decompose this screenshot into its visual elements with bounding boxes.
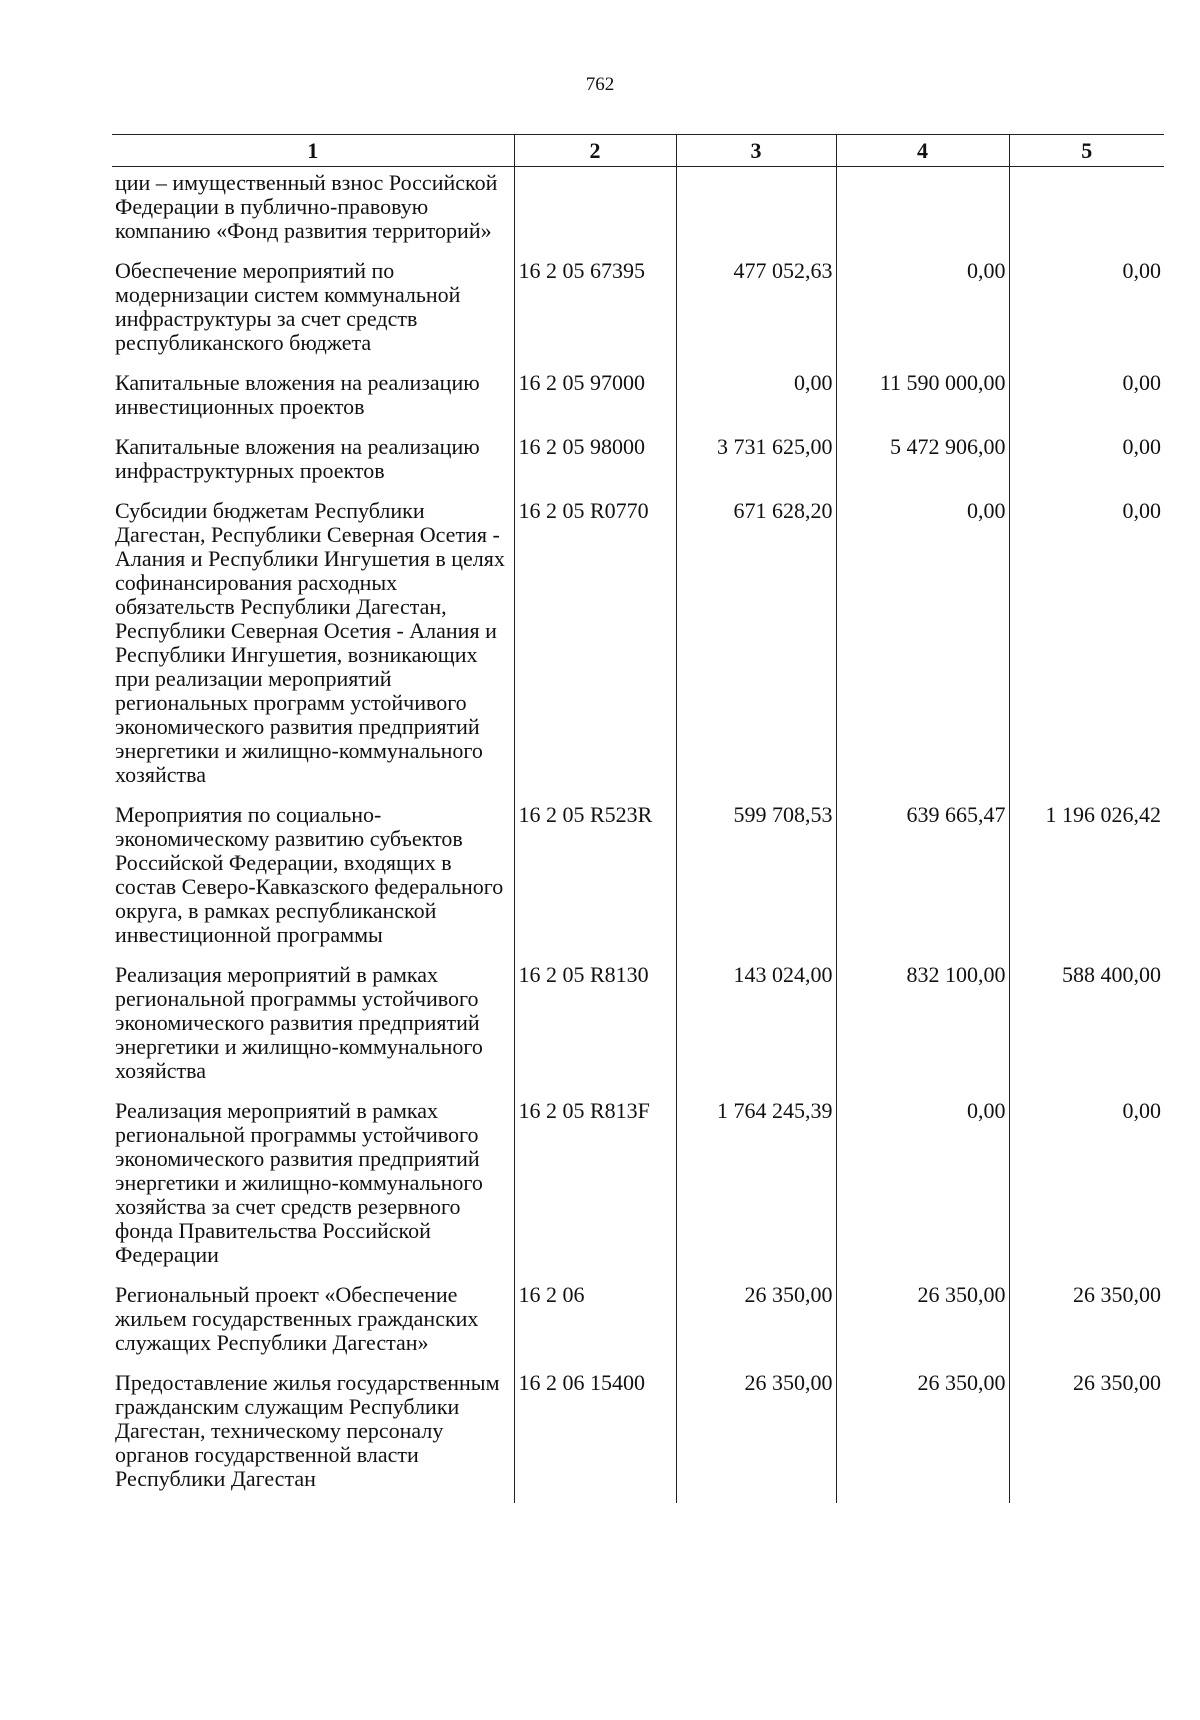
row-code: 16 2 05 97000 xyxy=(514,355,676,419)
row-value-4: 5 472 906,00 xyxy=(836,419,1009,483)
row-code: 16 2 06 xyxy=(514,1267,676,1355)
column-header-4: 4 xyxy=(836,135,1009,167)
table-header-row xyxy=(112,135,1164,167)
page-number: 762 xyxy=(585,74,615,95)
row-name: Капитальные вложения на реализацию инвестиционных проектов xyxy=(115,370,480,419)
table-row xyxy=(112,483,1164,787)
row-value-3: 1 764 245,39 xyxy=(676,1083,836,1267)
column-header-5: 5 xyxy=(1009,135,1164,167)
row-value-3: 0,00 xyxy=(676,355,836,419)
table-row xyxy=(112,1267,1164,1355)
row-value-4: 26 350,00 xyxy=(836,1355,1009,1503)
row-name: Предоставление жилья государственным гражданским служащим Республики Дагестан, техническому персоналу органов государственной власти Республики Дагестан xyxy=(115,1370,500,1491)
row-value-5: 0,00 xyxy=(1009,419,1164,483)
row-value-4: 0,00 xyxy=(836,1083,1009,1267)
row-name: Реализация мероприятий в рамках региональной программы устойчивого экономического развития предприятий энергетики и жилищно-коммунального хозяйства за счет средств резервного фонда Правительства Российской Федерации xyxy=(115,1098,483,1267)
row-code: 16 2 06 15400 xyxy=(514,1355,676,1503)
row-value-4: 11 590 000,00 xyxy=(836,355,1009,419)
row-value-3: 3 731 625,00 xyxy=(676,419,836,483)
row-name: Мероприятия по социально-экономическому развитию субъектов Российской Федерации, входящих в состав Северо-Кавказского федерального округа, в рамках республиканской инвестиционной программы xyxy=(115,802,504,947)
row-name: Обеспечение мероприятий по модернизации систем коммунальной инфраструктуры за счет средств республиканского бюджета xyxy=(115,258,461,355)
row-value-3 xyxy=(676,167,836,244)
table-row xyxy=(112,243,1164,355)
row-value-5: 0,00 xyxy=(1009,483,1164,787)
row-value-3: 671 628,20 xyxy=(676,483,836,787)
budget-table xyxy=(112,134,1164,1503)
row-name: Субсидии бюджетам Республики Дагестан, Республики Северная Осетия - Алания и Республики Ингушетия в целях софинансирования расходных обязательств Республики Дагестан, Республики Северная Осетия - Алания и Республики Ингушетия, возникающих при реализации мероприятий региональных программ устойчивого экономического развития предприятий энергетики и жилищно-коммунального хозяйства xyxy=(115,498,505,787)
row-name: ции – имущественный взнос Российской Федерации в публично-правовую компанию «Фонд развития территорий» xyxy=(115,170,498,243)
column-header-3: 3 xyxy=(676,135,836,167)
row-value-4: 832 100,00 xyxy=(836,947,1009,1083)
row-code: 16 2 05 R523R xyxy=(514,787,676,947)
table-row xyxy=(112,1083,1164,1267)
row-value-5: 0,00 xyxy=(1009,243,1164,355)
row-value-5: 1 196 026,42 xyxy=(1009,787,1164,947)
row-value-5: 26 350,00 xyxy=(1009,1355,1164,1503)
table-row xyxy=(112,167,1164,244)
column-header-2: 2 xyxy=(514,135,676,167)
row-value-4: 639 665,47 xyxy=(836,787,1009,947)
row-code: 16 2 05 67395 xyxy=(514,243,676,355)
row-value-4 xyxy=(836,167,1009,244)
row-name: Региональный проект «Обеспечение жильем государственных гражданских служащих Республики Дагестан» xyxy=(115,1282,479,1355)
row-value-4: 0,00 xyxy=(836,483,1009,787)
row-value-5: 588 400,00 xyxy=(1009,947,1164,1083)
row-value-4: 0,00 xyxy=(836,243,1009,355)
row-code: 16 2 05 R8130 xyxy=(514,947,676,1083)
row-value-3: 143 024,00 xyxy=(676,947,836,1083)
table-row xyxy=(112,787,1164,947)
row-code: 16 2 05 R813F xyxy=(514,1083,676,1267)
row-name: Капитальные вложения на реализацию инфраструктурных проектов xyxy=(115,434,480,483)
table-row xyxy=(112,1355,1164,1503)
table-row xyxy=(112,947,1164,1083)
row-name: Реализация мероприятий в рамках региональной программы устойчивого экономического развития предприятий энергетики и жилищно-коммунального хозяйства xyxy=(115,962,483,1083)
row-value-3: 26 350,00 xyxy=(676,1267,836,1355)
row-value-5 xyxy=(1009,167,1164,244)
row-value-5: 0,00 xyxy=(1009,1083,1164,1267)
table-row xyxy=(112,419,1164,483)
row-value-5: 26 350,00 xyxy=(1009,1267,1164,1355)
row-value-3: 26 350,00 xyxy=(676,1355,836,1503)
row-code: 16 2 05 98000 xyxy=(514,419,676,483)
row-code: 16 2 05 R0770 xyxy=(514,483,676,787)
row-value-3: 599 708,53 xyxy=(676,787,836,947)
row-value-3: 477 052,63 xyxy=(676,243,836,355)
row-code xyxy=(514,167,676,244)
row-value-4: 26 350,00 xyxy=(836,1267,1009,1355)
table-row xyxy=(112,355,1164,419)
row-value-5: 0,00 xyxy=(1009,355,1164,419)
column-header-1: 1 xyxy=(112,135,514,167)
